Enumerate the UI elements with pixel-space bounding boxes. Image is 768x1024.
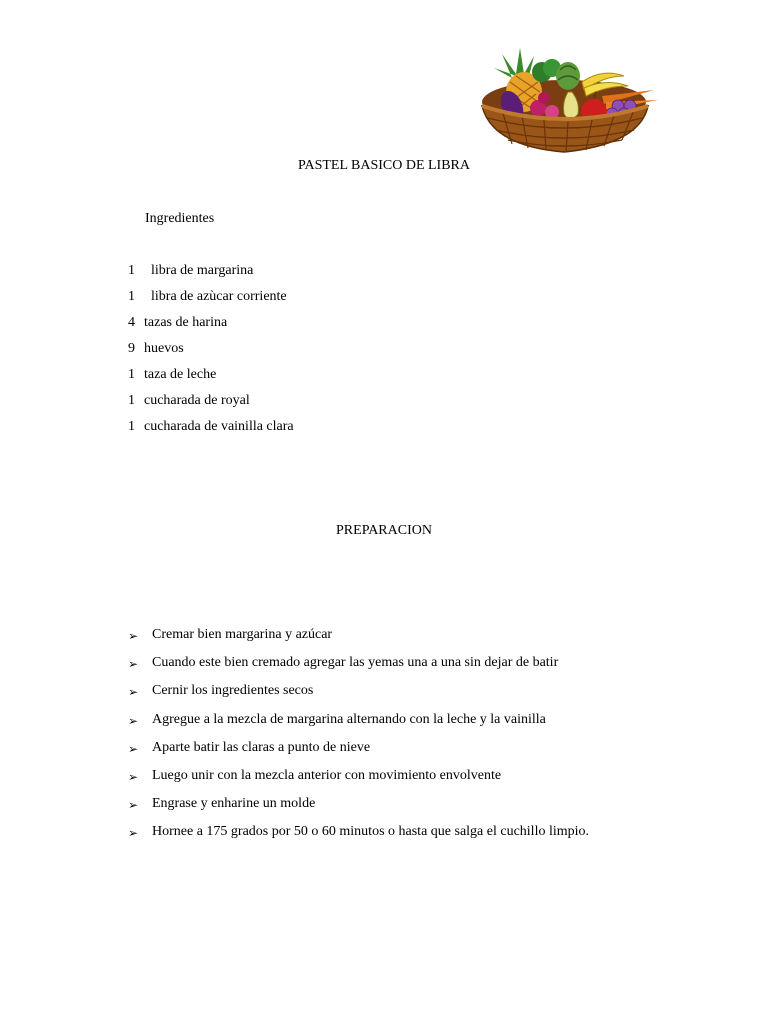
- ingredient-qty: 1: [128, 393, 135, 408]
- ingredient-qty: 4: [128, 315, 135, 330]
- step-text: Agregue a la mezcla de margarina alternando con la leche y la vainilla: [152, 711, 546, 727]
- step-item: [128, 796, 589, 824]
- step-text: Aparte batir las claras a punto de nieve: [152, 739, 371, 755]
- preparation-steps: [128, 627, 589, 853]
- ingredient-qty: 1: [128, 289, 135, 304]
- ingredient-item: [128, 315, 294, 341]
- ingredient-item: [128, 289, 294, 315]
- ingredient-qty: 1: [128, 419, 135, 434]
- ingredient-text: huevos: [144, 341, 184, 356]
- ingredient-item: [128, 367, 294, 393]
- ingredient-qty: 9: [128, 341, 135, 356]
- arrow-bullet-icon: ➢: [128, 826, 139, 841]
- step-text: Luego unir con la mezcla anterior con movimiento envolvente: [152, 767, 502, 783]
- step-item: [128, 740, 589, 768]
- arrow-bullet-icon: ➢: [128, 629, 139, 643]
- ingredients-heading: Ingredientes: [145, 211, 215, 226]
- recipe-title: PASTEL BASICO DE LIBRA: [297, 158, 471, 173]
- step-text: Cuando este bien cremado agregar las yemas una a una sin dejar de batir: [152, 655, 559, 671]
- ingredient-text: cucharada de vainilla clara: [144, 419, 294, 434]
- step-item: [128, 683, 589, 711]
- ingredient-qty: 1: [128, 367, 135, 382]
- ingredient-text: taza de leche: [144, 367, 217, 382]
- ingredient-text: libra de azùcar corriente: [144, 289, 287, 304]
- step-item: [128, 768, 589, 796]
- ingredient-item: [128, 341, 294, 367]
- step-item: [128, 824, 589, 852]
- step-item: [128, 655, 589, 683]
- ingredient-item: [128, 419, 294, 445]
- ingredient-item: [128, 393, 294, 419]
- step-text: Cernir los ingredientes secos: [152, 683, 314, 699]
- arrow-bullet-icon: ➢: [128, 769, 139, 784]
- arrow-bullet-icon: ➢: [128, 741, 139, 756]
- ingredient-text: tazas de harina: [144, 315, 228, 330]
- step-item: [128, 627, 589, 655]
- ingredient-list: [128, 263, 294, 445]
- arrow-bullet-icon: ➢: [128, 685, 139, 700]
- fruit-basket-icon: [472, 40, 668, 160]
- step-text: Hornee a 175 grados por 50 o 60 minutos o hasta que salga el cuchillo limpio.: [152, 824, 590, 840]
- arrow-bullet-icon: ➢: [128, 713, 139, 728]
- arrow-bullet-icon: ➢: [128, 798, 139, 813]
- step-item: [128, 712, 589, 740]
- ingredient-qty: 1: [128, 263, 135, 278]
- arrow-bullet-icon: ➢: [128, 657, 139, 672]
- ingredient-text: libra de margarina: [144, 263, 254, 278]
- ingredient-text: cucharada de royal: [144, 393, 250, 408]
- preparation-heading: PREPARACION: [336, 523, 432, 538]
- step-text: Engrase y enharine un molde: [152, 796, 316, 812]
- ingredient-item: [128, 263, 294, 289]
- step-text: Cremar bien margarina y azúcar: [152, 627, 333, 642]
